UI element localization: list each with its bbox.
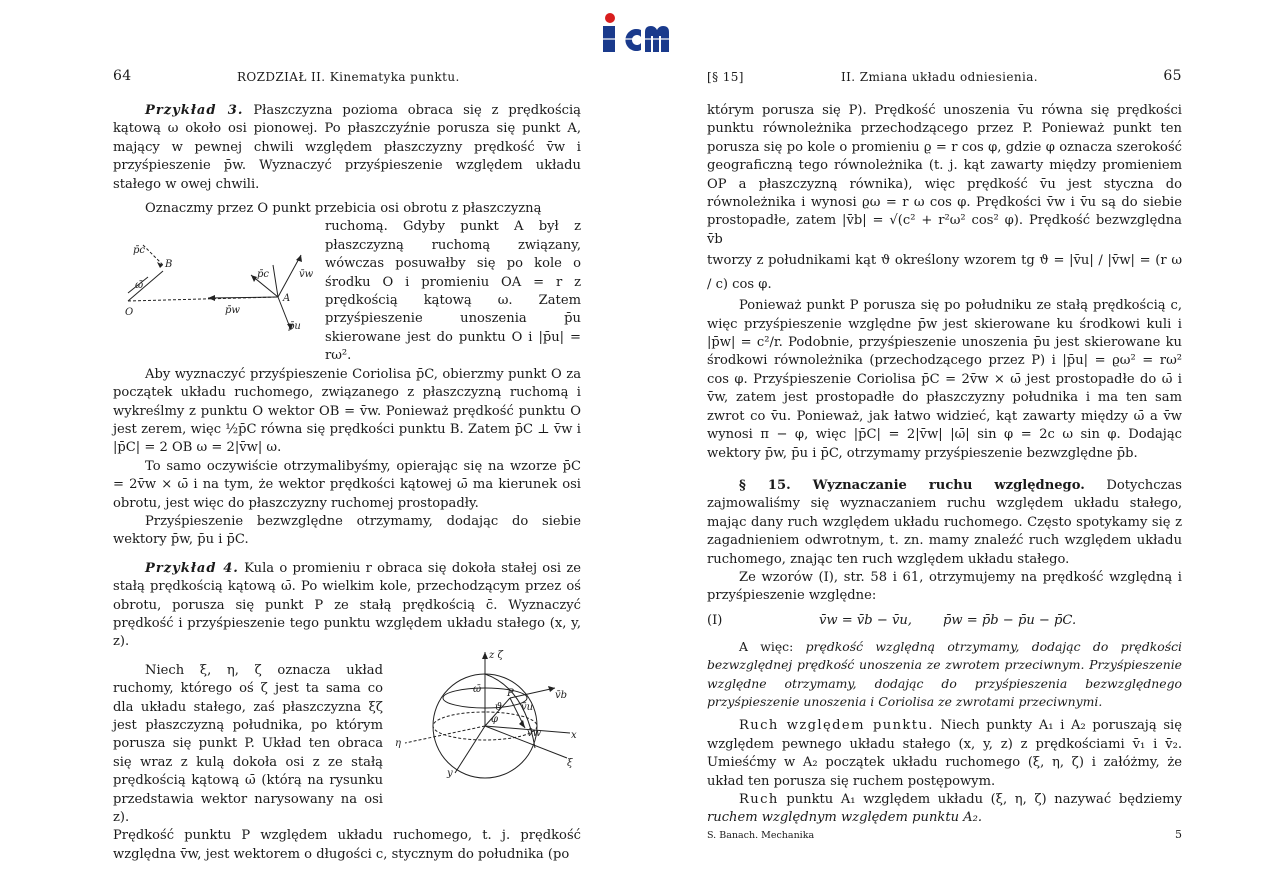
- example-4-label: Przykład 4.: [145, 560, 239, 576]
- fig1-label-pc2: p̄c: [257, 269, 270, 280]
- fig2-label-vu: v̄u: [521, 702, 534, 713]
- fig1-label-a: A: [283, 293, 291, 304]
- right-paragraph-4: A więc: prędkość względną otrzymamy, dodając do prędkości bezwzględnej prędkość unoszenia ze zwrotem przeciwnym. Przyśpieszenie względne otrzymamy, dodając do przyśpieszenia bezwzględnego przyśpieszenie unoszenia i Coriolisa ze zwrotami przeciwnymi.: [707, 638, 1182, 709]
- left-paragraph-4: Przyśpieszenie bezwzględne otrzymamy, dodając do siebie wektory p̄w, p̄u i p̄C.: [113, 513, 581, 548]
- icm-logo: [597, 8, 677, 56]
- right-page: [707, 70, 1182, 828]
- fig1-label-pc: p̄c: [133, 245, 146, 256]
- fig2-label-vw: v̄w: [527, 728, 542, 739]
- right-footer: [707, 830, 1182, 841]
- example-4-text: Kula o promieniu r obraca się dokoła stałej osi ze stałą prędkością kątową ω̄. Po wielkim kole, przechodzącym przez oś obrotu, porusza się punkt P ze stałą prędkością c̄. Wyznaczyć prędkość i przyśpieszenie tego punktu względem układu stałego (x, y, z).: [113, 560, 582, 650]
- fig2-label-z: z ζ: [489, 650, 503, 661]
- example-3-text: Płaszczyzna pozioma obraca się z prędkością kątową ω około osi pionowej. Po płaszczyźnie porusza się punkt A, mający w pewnej chwili względem płaszczyzny prędkość v̄w i przyśpieszenie p̄w. Wyznaczyć przyśpieszenie względem układu stałego w owej chwili.: [113, 103, 581, 192]
- fig2-label-x: x: [571, 730, 577, 741]
- fig1-label-b: B: [165, 259, 173, 270]
- fig2-label-phi: φ: [491, 714, 499, 725]
- section-15: [707, 477, 1182, 569]
- left-running-title: ROZDZIAŁ II. Kinematyka punktu.: [237, 70, 460, 84]
- left-paragraph-5-side: Niech ξ, η, ζ oznacza układ ruchomy, którego oś ζ jest ta sama co dla układu stałego, zaś płaszczyzna ξζ jest płaszczyzną południka, po którym porusza się punkt P. Układ ten obraca się wraz z kulą dokoła osi z ze stałą prędkością kątową ω̄ (którą na rysunku przedstawia wektor narysowany na osi z).: [113, 662, 383, 826]
- figure-sphere: [395, 648, 580, 780]
- right-paragraph-2: Ponieważ punkt P porusza się po południku ze stałą prędkością c, więc przyśpieszenie względne p̄w jest skierowane ku środkowi kuli i |p̄w| = c²/r. Podobnie, przyśpieszenie unoszenia p̄u jest skierowane ku środkowi równoleżnika (przechodzącego przez P) i |p̄u| = ϱω² = rω² cos φ. Przyśpieszenie Coriolisa p̄C = 2v̄w × ω̄ jest prostopadłe do ω̄ i v̄w, zatem jest prostopadłe do płaszczyzny południka i ma ten sam zwrot co v̄u. Ponieważ, jak łatwo widzieć, kąt zawarty między ω̄ a v̄w wynosi π − φ, więc |p̄C| = 2|v̄w| |ω̄| sin φ = 2c ω sin φ. Dodając wektory p̄w, p̄u i p̄C, otrzymamy przyśpieszenie bezwzględne p̄b.: [707, 298, 1182, 461]
- equation-I: [707, 610, 1182, 634]
- fig2-label-xi: ξ: [567, 758, 573, 769]
- right-running-title: II. Zmiana układu odniesienia.: [841, 70, 1038, 84]
- equation-label: (I): [707, 612, 723, 628]
- right-paragraph-3: Ze wzorów (I), str. 58 i 61, otrzymujemy na prędkość względną i przyśpieszenie względne:: [707, 569, 1182, 604]
- fig2-label-p: P: [507, 688, 514, 699]
- equation-2: p̄w = p̄b − p̄u − p̄C.: [943, 612, 1077, 628]
- right-page-number: 65: [1163, 68, 1182, 84]
- left-paragraph-2: Aby wyznaczyć przyśpieszenie Coriolisa p̄C, obierzmy punkt O za początek układu ruchomego, związanego z płaszczyzną ruchomą i wykreślmy z punktu O wektor OB = v̄w. Ponieważ prędkość punktu O jest zerem, więc ½p̄C równa się prędkości punktu B. Zatem p̄C ⊥ v̄w i |p̄C| = 2 OB ω = 2|v̄w| ω.: [113, 366, 581, 456]
- left-paragraph-1-side: ruchomą. Gdyby punkt A był z płaszczyzną ruchomą związany, wówczas posuwałby się po kole o środku O i promieniu OA = r z prędkością kątową ω. Zatem przyśpieszenie unoszenia p̄u skierowane jest do punktu O i |p̄u| = rω².: [325, 219, 581, 364]
- fig1-label-pu: p̄u: [288, 321, 301, 332]
- fig1-label-pw: p̄w: [225, 305, 240, 316]
- section-15-text: Dotychczas zajmowaliśmy się wyznaczaniem ruchu względem układu stałego, mając dany ruch względem układu ruchomego. Często spotykamy się z zagadnieniem odwrotnym, t. zn. mamy znaleźć ruch względem układu ruchomego, znając ten ruch względem układu stałego.: [707, 477, 1182, 567]
- fig1-label-omega: ω̄: [135, 280, 144, 291]
- left-paragraph-1-first: Oznaczmy przez O punkt przebicia osi obrotu z płaszczyzną: [145, 201, 542, 217]
- fig2-label-eta: η: [395, 738, 401, 749]
- fig2-label-y: y: [447, 768, 453, 779]
- right-paragraph-6: Ruch punktu A₁ względem układu (ξ, η, ζ) nazywać będziemy ruchem względnym względem punktu A₂.: [707, 792, 1182, 826]
- right-section-ref: [§ 15]: [707, 70, 744, 84]
- left-paragraph-5-rest: Prędkość punktu P względem układu ruchomego, t. j. prędkość względna v̄w, jest wektorem o długości c, stycznym do południka (po: [113, 828, 581, 862]
- fig1-label-vw: v̄w: [299, 269, 313, 280]
- section-15-title: § 15. Wyznaczanie ruchu względnego.: [739, 477, 1085, 493]
- right-paragraph-1-equation: tworzy z południkami kąt ϑ określony wzorem tg ϑ = |v̄u| / |v̄w| = (r ω / c) cos φ.: [707, 253, 1182, 293]
- left-paragraph-3: To samo oczywiście otrzymalibyśmy, opierając się na wzorze p̄C = 2v̄w × ω̄ i na tym, że wektor prędkości kątowej ω̄ ma kierunek osi obrotu, jest więc do płaszczyzny ruchomej prostopadły.: [113, 458, 581, 511]
- footer-text: S. Banach. Mechanika: [707, 830, 815, 841]
- figure-rotating-plane: [113, 235, 313, 345]
- right-running-header: [707, 70, 1182, 92]
- fig1-label-o: O: [125, 307, 134, 318]
- example-3: [113, 102, 581, 194]
- left-page-number: 64: [113, 68, 132, 84]
- example-4: [113, 560, 581, 652]
- right-paragraph-5: Ruch względem punktu. Niech punkty A₁ i A₂ poruszają się względem pewnego układu stałego (x, y, z) z prędkościami v̄₁ i v̄₂. Umieśćmy w A₂ początek układu ruchomego (ξ, η, ζ) i załóżmy, że układ ten porusza się ruchem postępowym.: [707, 718, 1182, 789]
- equation-1: v̄w = v̄b − v̄u,: [819, 612, 912, 628]
- footer-signature-number: 5: [1175, 828, 1182, 841]
- fig2-label-theta: ϑ: [495, 702, 503, 713]
- fig2-label-omega: ω̄: [473, 684, 482, 695]
- left-running-header: [113, 70, 581, 92]
- example-3-label: Przykład 3.: [145, 103, 244, 118]
- right-paragraph-1: którym porusza się P). Prędkość unoszenia v̄u równa się prędkości punktu równoleżnika przechodzącego przez P. Ponieważ punkt ten porusza się po kole o promieniu ϱ = r cos φ, gdzie φ oznacza szerokość geograficzną tego równoleżnika (t. j. kąt zawarty między promieniem OP a płaszczyzną równika), więc prędkość v̄u jest styczna do równoleżnika i wynosi ϱω = r ω cos φ. Prędkości v̄w i v̄u są do siebie prostopadłe, zatem |v̄b| = √(c² + r²ω² cos² φ). Prędkość bezwzględna v̄b: [707, 103, 1182, 247]
- fig2-label-vb: v̄b: [555, 690, 568, 701]
